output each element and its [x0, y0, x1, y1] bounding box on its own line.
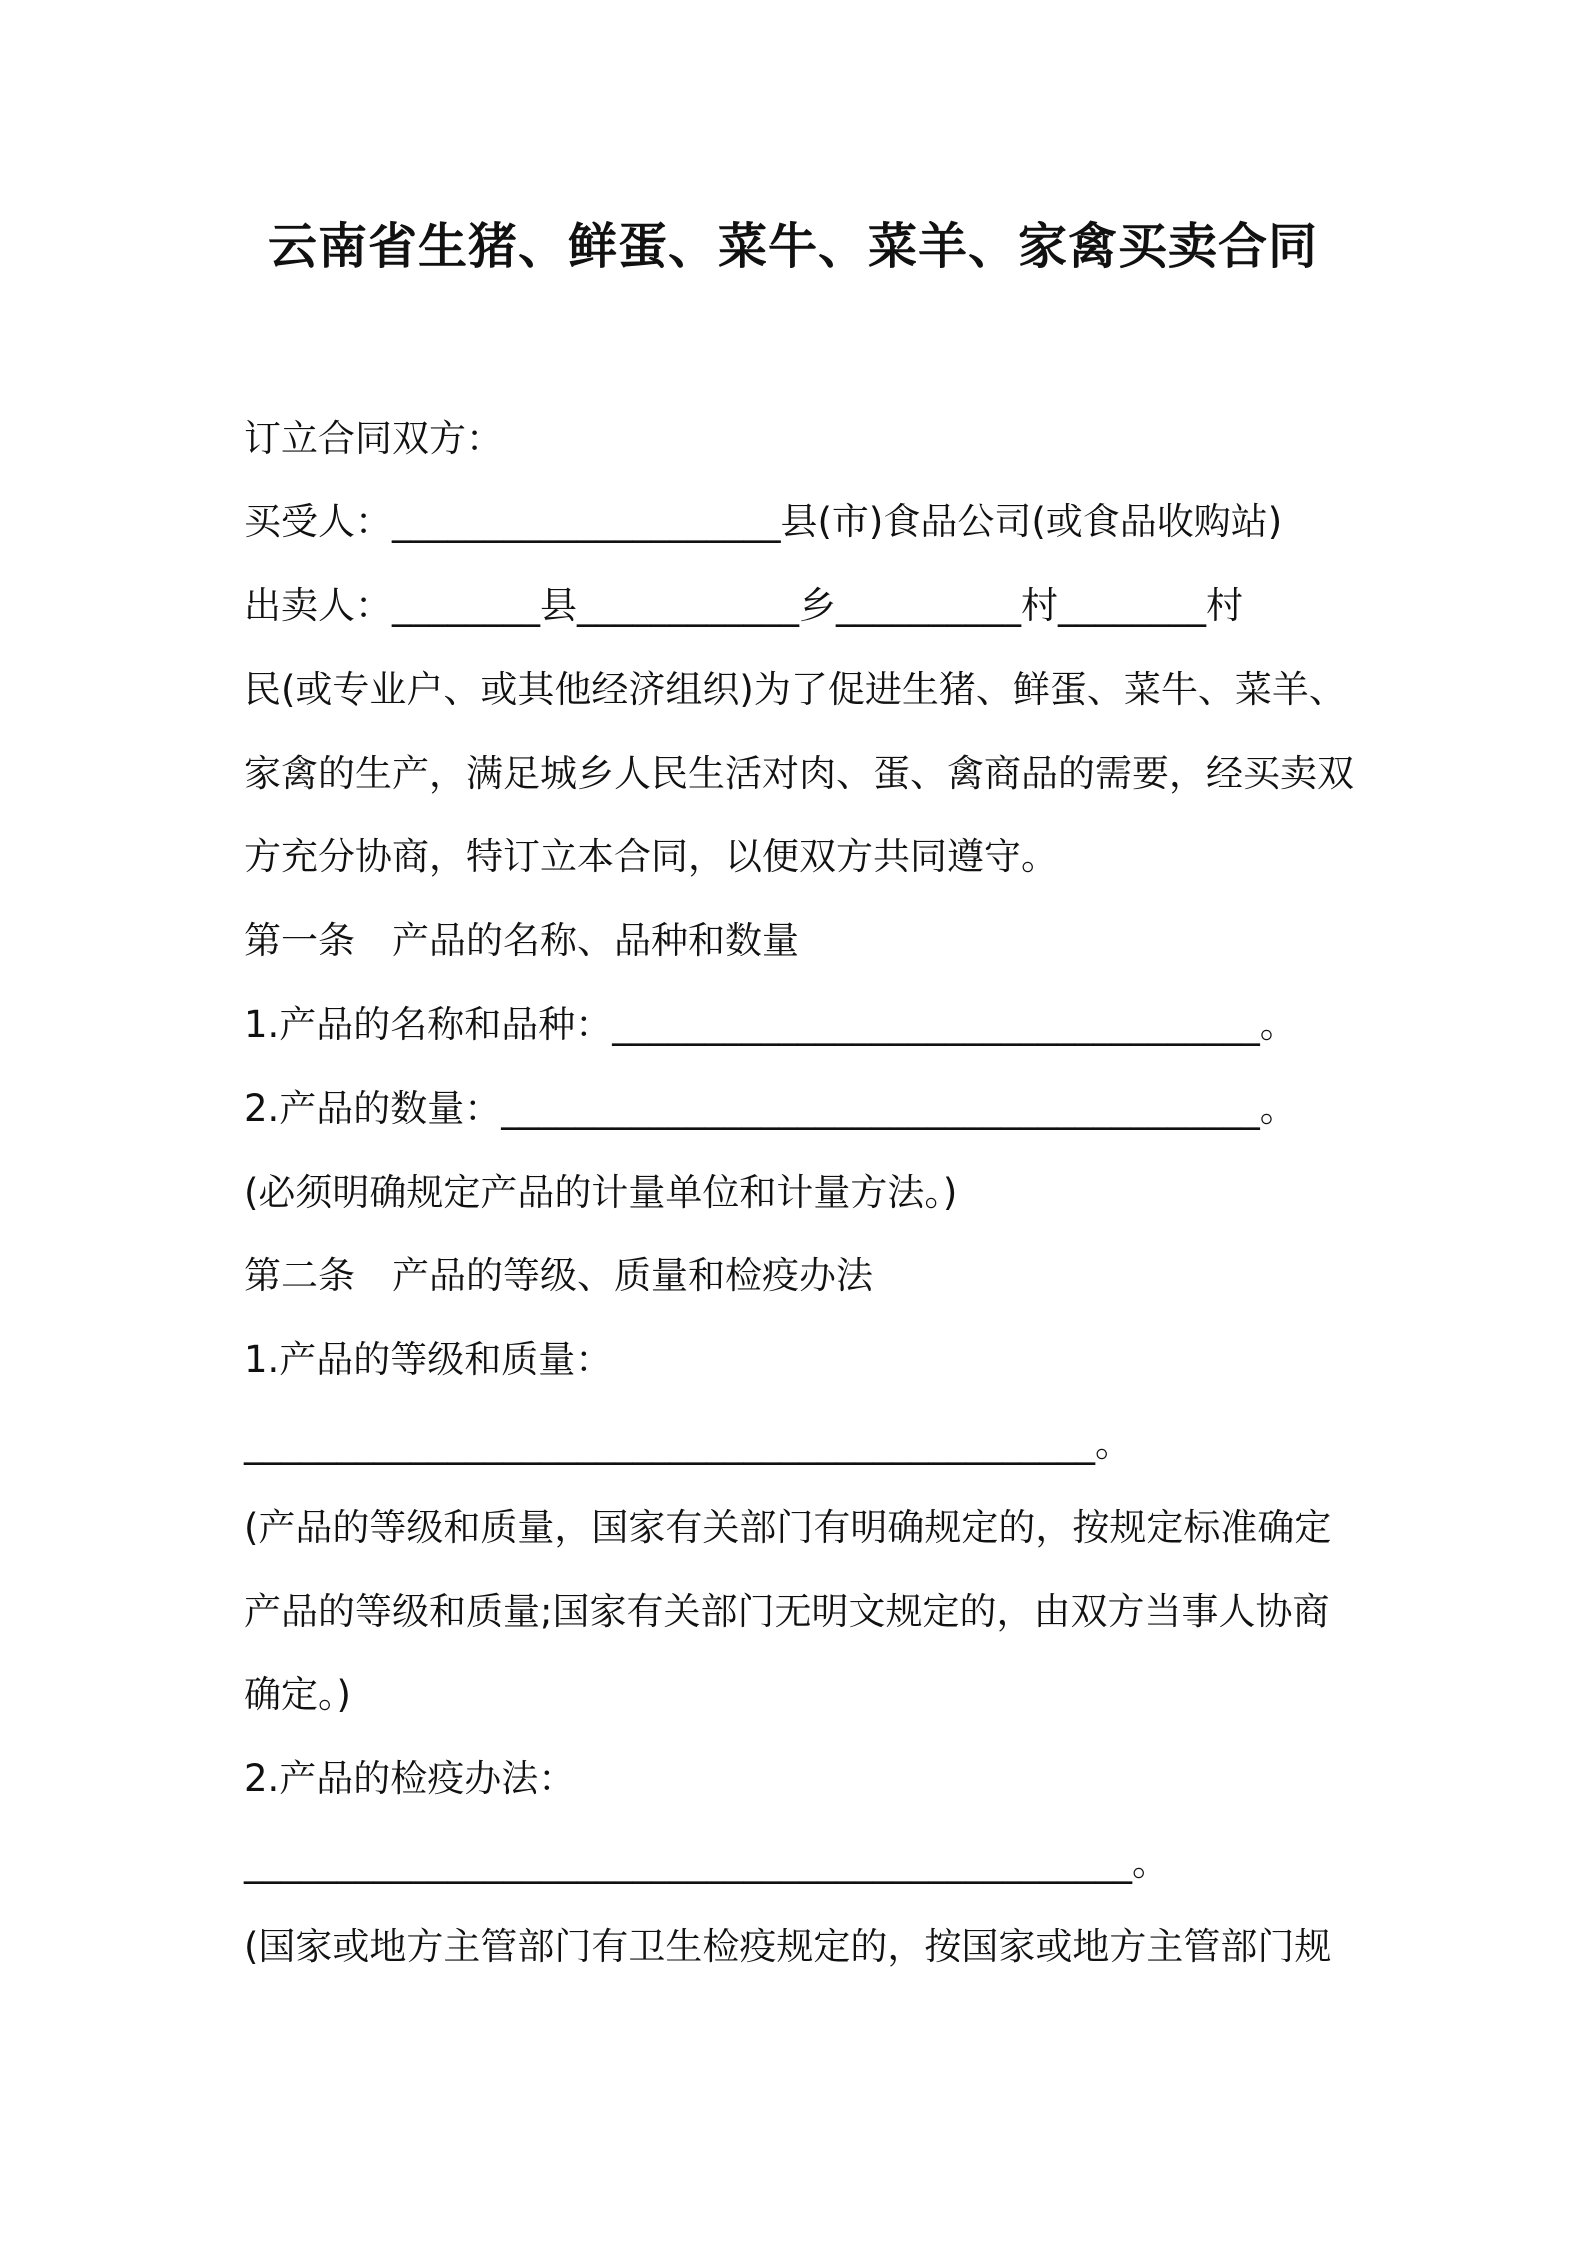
article-2-item-1: 1.产品的等级和质量： — [244, 1338, 613, 1381]
buyer-line: 买受人：_____________________县(市)食品公司(或食品收购站) — [244, 500, 1283, 543]
contract-title: 云南省生猪、鲜蛋、菜牛、菜羊、家禽买卖合同 — [267, 218, 1318, 275]
article-1-heading: 第一条 产品的名称、品种和数量 — [244, 919, 799, 962]
parties-heading: 订立合同双方： — [244, 417, 503, 460]
preamble-line-2: 家禽的生产，满足城乡人民生活对肉、蛋、禽商品的需要，经买卖双 — [244, 752, 1354, 795]
article-2-heading: 第二条 产品的等级、质量和检疫办法 — [244, 1254, 873, 1297]
article-2-item-1-blank: ______________________________________________。 — [244, 1422, 1132, 1465]
article-2-note-line-1: (产品的等级和质量，国家有关部门有明确规定的，按规定标准确定 — [244, 1506, 1332, 1549]
preamble-line-3: 方充分协商，特订立本合同，以便双方共同遵守。 — [244, 835, 1058, 878]
seller-line: 出卖人：________县____________乡__________村________村 — [244, 584, 1243, 627]
article-1-item-2: 2.产品的数量：_________________________________________。 — [244, 1087, 1297, 1130]
article-1-note: (必须明确规定产品的计量单位和计量方法。) — [244, 1171, 958, 1214]
preamble-line-1: 民(或专业户、或其他经济组织)为了促进生猪、鲜蛋、菜牛、菜羊、 — [244, 668, 1346, 711]
article-2-item-2: 2.产品的检疫办法： — [244, 1757, 576, 1800]
article-2-note-line-2: 产品的等级和质量;国家有关部门无明文规定的，由双方当事人协商 — [244, 1590, 1330, 1633]
article-2-item-2-blank: ________________________________________________。 — [244, 1841, 1169, 1884]
article-2-note-line-3: 确定。) — [244, 1673, 351, 1716]
article-2-note-2-line-1: (国家或地方主管部门有卫生检疫规定的，按国家或地方主管部门规 — [244, 1925, 1332, 1968]
article-1-item-1: 1.产品的名称和品种：___________________________________。 — [244, 1003, 1297, 1046]
